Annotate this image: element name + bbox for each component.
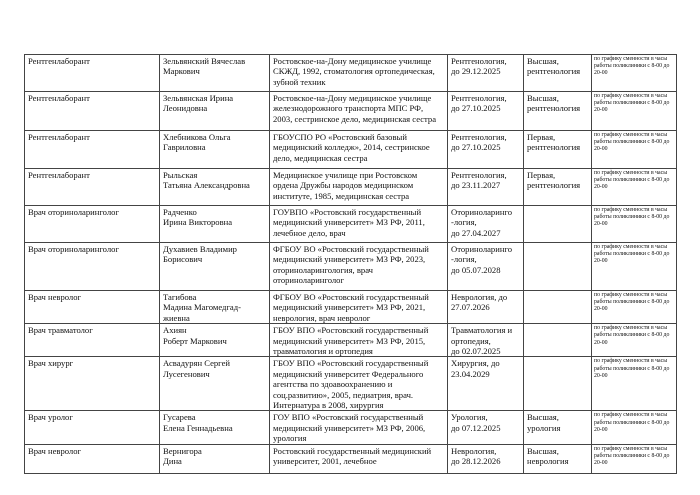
category-cell: Первая, рентгенология: [524, 131, 592, 169]
schedule-cell: по графику сменности в часы работы поликлиники с 8-00 до 20-00: [592, 131, 677, 169]
certificate-cell: Травматология и ортопедия, до 02.07.2025: [448, 324, 524, 357]
position-cell: Врач хирург: [25, 357, 160, 411]
education-cell: Медицинское училище при Ростовском ордена Дружбы народов медицинском институте, 1985, медицинская сестра: [270, 169, 448, 206]
name-cell: Хлебникова Ольга Гавриловна: [160, 131, 270, 169]
category-cell: Высшая, урология: [524, 411, 592, 444]
certificate-cell: Оториноларинго -логия, до 05.07.2028: [448, 243, 524, 291]
schedule-cell: по графику сменности в часы работы поликлиники с 8-00 до 20-00: [592, 92, 677, 131]
education-cell: Ростовское-на-Дону медицинское училище железнодорожного транспорта МПС РФ, 2003, сестринское дело, медицинская сестра: [270, 92, 448, 131]
category-cell: [524, 357, 592, 411]
schedule-cell: по графику сменности в часы работы поликлиники с 8-00 до 20-00: [592, 444, 677, 473]
category-cell: [524, 291, 592, 324]
table-row: [25, 55, 677, 92]
position-cell: Рентгенлаборант: [25, 55, 160, 92]
staff-table: [24, 54, 677, 474]
position-cell: Рентгенлаборант: [25, 131, 160, 169]
schedule-cell: по графику сменности в часы работы поликлиники с 8-00 до 20-00: [592, 206, 677, 243]
name-cell: Зельвянский Вячеслав Маркович: [160, 55, 270, 92]
category-cell: Высшая, рентгенология: [524, 55, 592, 92]
position-cell: Врач оториноларинголог: [25, 206, 160, 243]
table-row: [25, 324, 677, 357]
position-cell: Врач невролог: [25, 291, 160, 324]
education-cell: ФГБОУ ВО «Ростовский государственный медицинский университет» МЗ РФ, 2021, неврология, врач невролог: [270, 291, 448, 324]
position-cell: Врач травматолог: [25, 324, 160, 357]
certificate-cell: Рентгенология, до 27.10.2025: [448, 131, 524, 169]
category-cell: [524, 324, 592, 357]
name-cell: Радченко Ирина Викторовна: [160, 206, 270, 243]
table-row: [25, 411, 677, 444]
position-cell: Рентгенлаборант: [25, 169, 160, 206]
education-cell: ГОУВПО «Ростовский государственный медицинский университет» МЗ РФ, 2011, лечебное дело, врач: [270, 206, 448, 243]
certificate-cell: Неврология, до 28.12.2026: [448, 444, 524, 473]
table-row: [25, 357, 677, 411]
schedule-cell: по графику сменности в часы работы поликлиники с 8-00 до 20-00: [592, 243, 677, 291]
certificate-cell: Рентгенология, до 23.11.2027: [448, 169, 524, 206]
certificate-cell: Рентгенология, до 27.10.2025: [448, 92, 524, 131]
education-cell: Ростовское-на-Дону медицинское училище СКЖД, 1992, стоматология ортопедическая, зубной техник: [270, 55, 448, 92]
certificate-cell: Рентгенология, до 29.12.2025: [448, 55, 524, 92]
category-cell: Первая, рентгенология: [524, 169, 592, 206]
schedule-cell: по графику сменности в часы работы поликлиники с 8-00 до 20-00: [592, 169, 677, 206]
position-cell: Врач оториноларинголог: [25, 243, 160, 291]
certificate-cell: Хирургия, до 23.04.2029: [448, 357, 524, 411]
certificate-cell: Оториноларинго -логия, до 27.04.2027: [448, 206, 524, 243]
name-cell: Рыльская Татьяна Александровна: [160, 169, 270, 206]
name-cell: Асвадурян Сергей Лусегенович: [160, 357, 270, 411]
schedule-cell: по графику сменности в часы работы поликлиники с 8-00 до 20-00: [592, 324, 677, 357]
education-cell: ГБОУСПО РО «Ростовский базовый медицинский колледж», 2014, сестринское дело, медицинская сестра: [270, 131, 448, 169]
position-cell: Рентгенлаборант: [25, 92, 160, 131]
schedule-cell: по графику сменности в часы работы поликлиники с 8-00 до 20-00: [592, 55, 677, 92]
category-cell: [524, 206, 592, 243]
schedule-cell: по графику сменности в часы работы поликлиники с 8-00 до 20-00: [592, 291, 677, 324]
schedule-cell: по графику сменности в часы работы поликлиники с 8-00 до 20-00: [592, 411, 677, 444]
table-row: [25, 206, 677, 243]
table-row: [25, 92, 677, 131]
education-cell: Ростовский государственный медицинский университет, 2001, лечебное: [270, 444, 448, 473]
category-cell: Высшая, рентгенология: [524, 92, 592, 131]
certificate-cell: Урология, до 07.12.2025: [448, 411, 524, 444]
category-cell: Высшая, неврология: [524, 444, 592, 473]
table-row: [25, 131, 677, 169]
education-cell: ФГБОУ ВО «Ростовский государственный медицинский университет» МЗ РФ, 2023, оториноларингология, врач оториноларинголог: [270, 243, 448, 291]
position-cell: Врач невролог: [25, 444, 160, 473]
category-cell: [524, 243, 592, 291]
education-cell: ГБОУ ВПО «Ростовский государственный медицинский университет» МЗ РФ, 2015, травматология и ортопедия: [270, 324, 448, 357]
schedule-cell: по графику сменности в часы работы поликлиники с 8-00 до 20-00: [592, 357, 677, 411]
table-row: [25, 243, 677, 291]
name-cell: Духавиев Владимир Борисович: [160, 243, 270, 291]
name-cell: Гусарева Елена Геннадьевна: [160, 411, 270, 444]
certificate-cell: Неврология, до 27.07.2026: [448, 291, 524, 324]
education-cell: ГБОУ ВПО «Ростовский государственный медицинский университет Федерального агентства по здоавоохранению и соц.развитию», 2005, педиатрия, врач. Интернатура в 2008, хирургия: [270, 357, 448, 411]
name-cell: Тагибова Мадина Магомедгад- жиевна: [160, 291, 270, 324]
name-cell: Зельвянская Ирина Леонидовна: [160, 92, 270, 131]
position-cell: Врач уролог: [25, 411, 160, 444]
table-row: [25, 444, 677, 473]
name-cell: Ахиян Роберт Маркович: [160, 324, 270, 357]
education-cell: ГОУ ВПО «Ростовский государственный медицинский университет» МЗ РФ, 2006, урология: [270, 411, 448, 444]
name-cell: Вернигора Дина: [160, 444, 270, 473]
staff-document: [24, 54, 676, 474]
table-row: [25, 169, 677, 206]
table-row: [25, 291, 677, 324]
